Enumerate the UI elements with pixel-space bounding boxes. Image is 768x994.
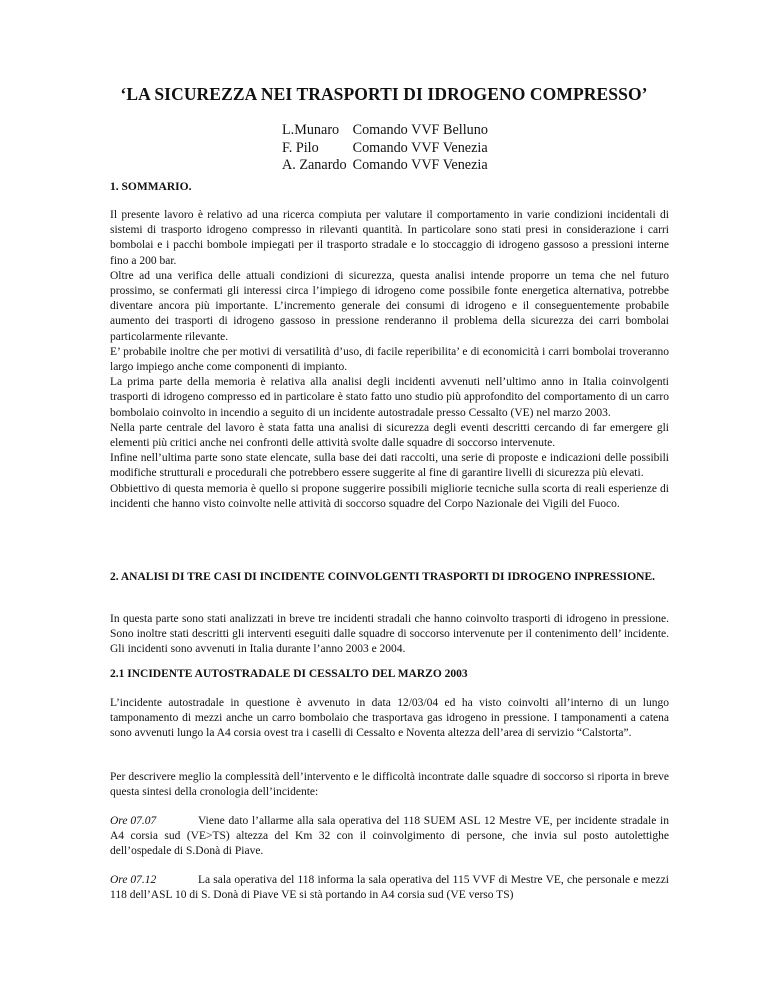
document-title: ‘LA SICUREZZA NEI TRASPORTI DI IDROGENO COMPRESSO’ [120, 84, 648, 104]
paragraph: La prima parte della memoria è relativa alla analisi degli incidenti avvenuti nell’ultimo anno in Italia coinvolgenti trasporti di idrogeno compresso ed in particolare è stato fatto uno studio più approfondito del comportamento di un carro bombolaio coinvolto in incendio a seguito di un incidente autostradale presso Cessalto (VE) nel marzo 2003. [110, 376, 669, 419]
timeline-time: Ore 07.12 [110, 874, 157, 886]
paragraph: L’incidente autostradale in questione è avvenuto in data 12/03/04 ed ha visto coinvolti all’interno di un lungo tamponamento di mezzi anche un carro bombolaio che trasportava gas idrogeno in pressione. I tamponamenti a catena sono avvenuti lungo la A4 corsia ovest tra i caselli di Cessalto e Noventa altezza dell’area di servizio “Calstorta”. [110, 697, 669, 740]
timeline-text: La sala operativa del 118 informa la sala operativa del 115 VVF di Mestre VE, che personale e mezzi 118 dell’ASL 10 di S. Donà di Piave VE si stà portando in A4 corsia sud (VE verso TS) [110, 874, 669, 902]
section-heading-sommario: 1. SOMMARIO. [110, 181, 192, 193]
timeline-entry [110, 873, 669, 903]
author-affiliation: Comando VVF Venezia [352, 157, 488, 173]
timeline-time: Ore 07.07 [110, 815, 157, 827]
paragraph: Il presente lavoro è relativo ad una ricerca compiuta per valutare il comportamento in varie condizioni incidentali di sistemi di trasporto idrogeno compresso in rilevanti quantità. In particolare sono stati presi in considerazione i carri bombolai e i pacchi bombole impiegati per il trasporto stradale e lo stoccaggio di idrogeno gassoso a pressioni interne fino a 200 bar. [110, 209, 669, 267]
paragraph: In questa parte sono stati analizzati in breve tre incidenti stradali che hanno coinvolto trasporti di idrogeno in pressione. Sono inoltre stati descritti gli interventi eseguiti dalle squadre di soccorso intervenute per il contenimento dell’ incidente. Gli incidenti sono avvenuti in Italia durante l’anno 2003 e 2004. [110, 613, 669, 656]
paragraph: Per descrivere meglio la complessità dell’intervento e le difficoltà incontrate dalle squadre di soccorso si riporta in breve questa sintesi della cronologia dell’incidente: [110, 771, 669, 799]
author-row [282, 140, 488, 158]
section-heading-analisi: 2. ANALISI DI TRE CASI DI INCIDENTE COINVOLGENTI TRASPORTI DI IDROGENO INPRESSIONE. [110, 571, 655, 583]
paragraph: Oltre ad una verifica delle attuali condizioni di sicurezza, questa analisi intende proporre un tema che nel futuro prossimo, se confermati gli interessi circa l’impiego di idrogeno come possibile fonte energetica alternativa, potrebbe diventare ancora più importante. L’incremento generale dei consumi di idrogeno e il conseguentemente probabile aumento dei trasporti di idrogeno gassoso in pressione renderanno il problema della sicurezza dei carri bombolai particolarmente rilevante. [110, 269, 669, 343]
author-list [282, 122, 488, 175]
timeline-entry [110, 814, 669, 860]
paragraph: Nella parte centrale del lavoro è stata fatta una analisi di sicurezza degli eventi descritti cercando di far emergere gli elementi più critici anche nei confronti delle attività svolte dalle squadre di soccorso intervenute. [110, 421, 669, 450]
paragraph: Infine nell’ultima parte sono state elencate, sulla base dei dati raccolti, una serie di proposte e indicazioni delle possibili modifiche strutturali e procedurali che potrebbero essere suggerite al fine di garantire livelli di sicurezza più elevati. [110, 452, 669, 480]
author-affiliation: Comando VVF Venezia [352, 139, 488, 156]
section-body-sommario [110, 208, 669, 512]
author-name: A. Zanardo [282, 157, 347, 173]
author-row [282, 157, 488, 175]
timeline-text: Viene dato l’allarme alla sala operativa del 118 SUEM ASL 12 Mestre VE, per incidente stradale in A4 corsia sud (VE>TS) altezza del Km 32 con il coinvolgimento di persone, che invia sul posto autolettighe dell’ospedale di S.Donà di Piave. [110, 815, 669, 858]
section-heading-cessalto: 2.1 INCIDENTE AUTOSTRADALE DI CESSALTO DEL MARZO 2003 [110, 668, 468, 680]
author-name: F. Pilo [282, 139, 319, 156]
paragraph: E’ probabile inoltre che per motivi di versatilità d’uso, di facile reperibilita’ e di economicità i carri bombolai troveranno largo impiego anche come componenti di impianto. [110, 345, 669, 374]
paragraph: Obbiettivo di questa memoria è quello si propone suggerire possibili migliorie tecniche sulla scorta di reali esperienze di incidenti che hanno visto coinvolte nelle attività di soccorso squadre del Corpo Nazionale dei Vigili del Fuoco. [110, 482, 669, 510]
author-name: L.Munaro [282, 122, 340, 138]
author-affiliation: Comando VVF Belluno [352, 122, 488, 138]
author-row [282, 122, 488, 140]
